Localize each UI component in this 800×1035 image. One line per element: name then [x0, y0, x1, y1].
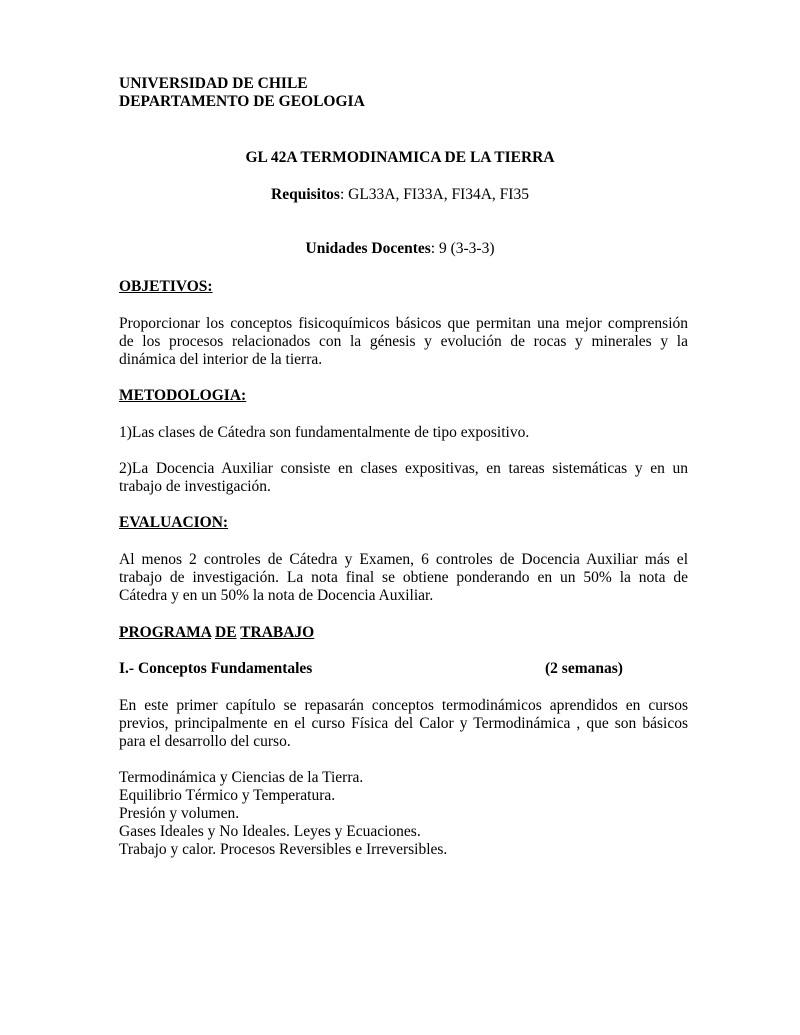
paragraph-line: 2)La Docencia Auxiliar consiste en clases expositivas, en tareas sistemáticas y en un: [119, 460, 688, 477]
course-title: GL 42A TERMODINAMICA DE LA TIERRA: [245, 149, 555, 166]
topic-item: Termodinámica y Ciencias de la Tierra.: [119, 769, 364, 786]
metodologia-item-1: 1)Las clases de Cátedra son fundamentalmente de tipo expositivo.: [119, 424, 530, 441]
programa-heading-word: PROGRAMA: [119, 624, 212, 641]
unidades-value: : 9 (3-3-3): [430, 240, 495, 257]
objetivos-paragraph: [119, 315, 688, 369]
paragraph-line: trabajo de investigación.: [119, 478, 271, 495]
paragraph-line: Proporcionar los conceptos fisicoquímicos básicos que permitan una mejor comprensión: [119, 315, 688, 332]
evaluacion-heading: EVALUACION:: [119, 514, 229, 531]
paragraph-line: dinámica del interior de la tierra.: [119, 351, 323, 368]
paragraph-line: Al menos 2 controles de Cátedra y Examen, 6 controles de Docencia Auxiliar más el: [119, 551, 688, 568]
programa-heading-word: TRABAJO: [240, 624, 315, 641]
paragraph-line: trabajo de investigación. La nota final se obtiene ponderando en un 50% la nota de: [119, 569, 688, 586]
chapter-1-title: I.- Conceptos Fundamentales: [119, 660, 313, 677]
department-name: DEPARTAMENTO DE GEOLOGIA: [119, 93, 365, 110]
programa-heading: [119, 624, 314, 642]
topic-item: Gases Ideales y No Ideales. Leyes y Ecuaciones.: [119, 823, 421, 840]
chapter-1-topics: [119, 769, 447, 859]
paragraph-line: En este primer capítulo se repasarán conceptos termodinámicos aprendidos en cursos: [119, 697, 688, 714]
metodologia-heading: METODOLOGIA:: [119, 387, 247, 404]
unidades-label: Unidades Docentes: [305, 240, 431, 257]
paragraph-line: Cátedra y en un 50% la nota de Docencia Auxiliar.: [119, 587, 434, 604]
unidades-line: [0, 240, 800, 258]
programa-heading-word: DE: [215, 624, 237, 641]
requisitos-label: Requisitos: [271, 186, 340, 203]
topic-item: Presión y volumen.: [119, 805, 240, 822]
requisitos-value: : GL33A, FI33A, FI34A, FI35: [339, 186, 529, 203]
evaluacion-paragraph: [119, 551, 688, 605]
topic-item: Equilibrio Térmico y Temperatura.: [119, 787, 336, 804]
paragraph-line: previos, principalmente en el curso Física del Calor y Termodinámica , que son básicos: [119, 715, 688, 732]
paragraph-line: de los procesos relacionados con la génesis y evolución de rocas y minerales y la: [119, 333, 688, 350]
chapter-1-intro: [119, 697, 688, 751]
paragraph-line: para el desarrollo del curso.: [119, 733, 291, 750]
university-name: UNIVERSIDAD DE CHILE: [119, 75, 308, 92]
objetivos-heading: OBJETIVOS:: [119, 278, 213, 295]
requisitos-line: [0, 186, 800, 204]
chapter-1-duration: (2 semanas): [545, 660, 623, 677]
metodologia-item-2: [119, 460, 688, 496]
topic-item: Trabajo y calor. Procesos Reversibles e Irreversibles.: [119, 841, 448, 858]
